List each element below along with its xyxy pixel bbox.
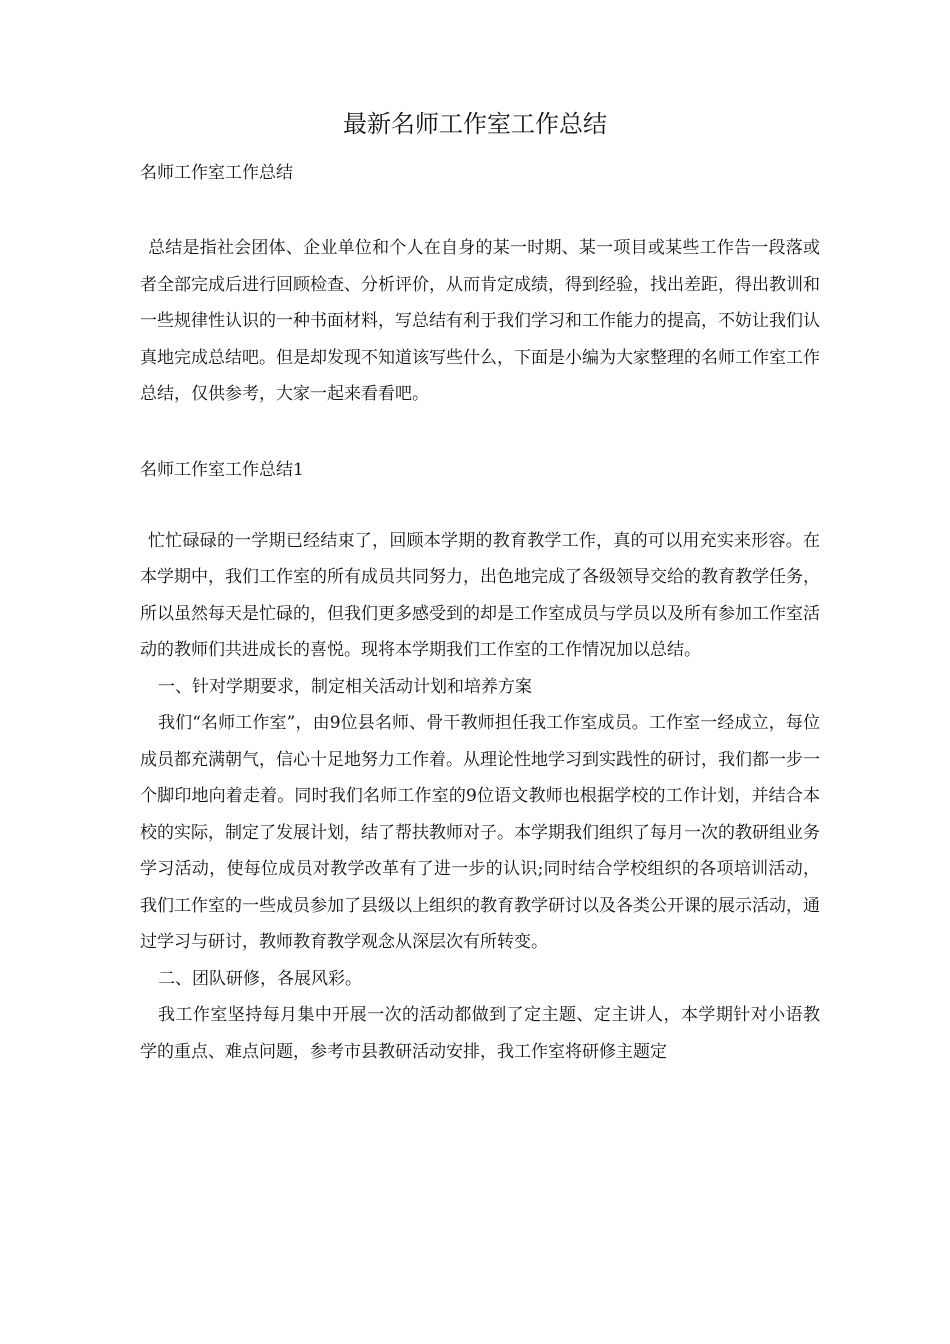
section-intro-paragraph: 忙忙碌碌的一学期已经结束了，回顾本学期的教育教学工作，真的可以用充实来形容。在本学期中，我们工作室的所有成员共同努力，出色地完成了各级领导交给的教育教学任务，所以虽然每天是忙碌的，但我们更多感受到的却是工作室成员与学员以及所有参加工作室活动的教师们共进成长的喜悦。现将本学期我们工作室的工作情况加以总结。 [140,530,820,660]
point1-paragraph: 我们“名师工作室”，由9位县名师、骨干教师担任我工作室成员。工作室一经成立，每位成员都充满朝气，信心十足地努力工作着。从理论性地学习到实践性的研讨，我们都一步一个脚印地向着走着。同时我们名师工作室的9位语文教师也根据学校的工作计划，并结合本校的实际，制定了发展计划，结了帮扶教师对子。本学期我们组织了每月一次的教研组业务学习活动，使每位成员对教学改革有了进一步的认识;同时结合学校组织的各项培训活动，我们工作室的一些成员参加了县级以上组织的教育教学研讨以及各类公开课的展示活动，通过学习与研讨，教师教育教学观念从深层次有所转变。 [140,713,820,952]
document-subtitle: 名师工作室工作总结 [140,163,293,183]
section-heading: 名师工作室工作总结1 [140,459,304,480]
intro-paragraph: 总结是指社会团体、企业单位和个人在自身的某一时期、某一项目或某些工作告一段落或者全部完成后进行回顾检查、分析评价，从而肯定成绩，得到经验，找出差距，得出教训和一些规律性认识的一种书面材料，写总结有利于我们学习和工作能力的提高，不妨让我们认真地完成总结吧。但是却发现不知道该写些什么，下面是小编为大家整理的名师工作室工作总结，仅供参考，大家一起来看看吧。 [140,238,820,404]
document-body [140,158,820,1070]
point1-heading: 一、针对学期要求，制定相关活动计划和培养方案 [158,676,532,697]
spacer [140,413,820,455]
spacer [140,485,820,523]
point2-paragraph: 我工作室坚持每月集中开展一次的活动都做到了定主题、定主讲人，本学期针对小语教学的重点、难点问题，参考市县教研活动安排，我工作室将研修主题定 [140,1005,820,1062]
document-title: 最新名师工作室工作总结 [343,110,607,138]
spacer [140,188,820,230]
point2-heading: 二、团队研修，各展风彩。 [158,968,362,989]
